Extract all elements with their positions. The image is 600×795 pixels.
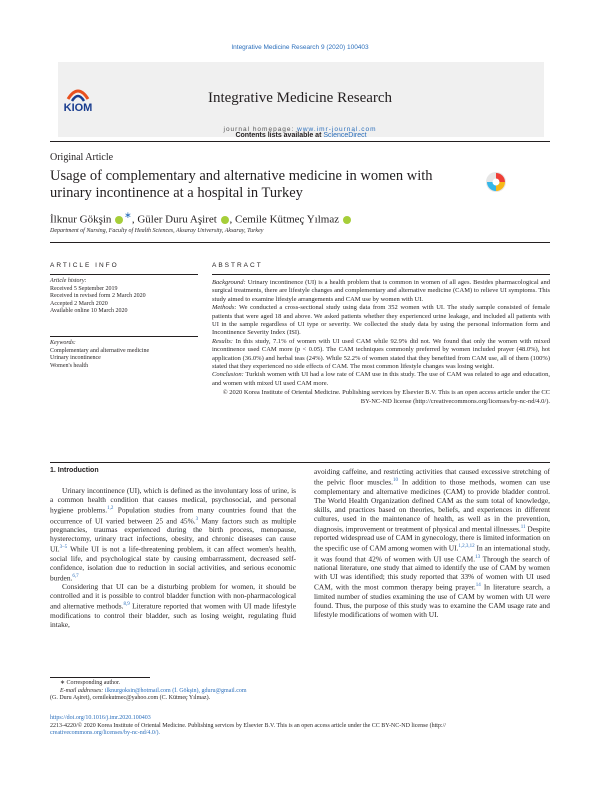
abstract-methods	[212, 304, 550, 338]
abstract-conclusion	[212, 371, 550, 388]
keywords-heading: Keywords:	[50, 340, 76, 346]
history-heading: Article history:	[50, 278, 87, 284]
intro-paragraph	[314, 467, 550, 619]
paragraph-text: Literature reported that women with UI made lifestyle modifications to control their bladder, such as losing weight, regulating fluid intake,	[50, 601, 296, 629]
footnotes	[50, 680, 550, 703]
author-name: İlknur Gökşin	[50, 213, 112, 226]
paragraph-text: Urinary incontinence (UI), which is defined as the involuntary loss of urine, is a common health condition that causes medical, psychosocial, and personal hygiene problems.	[50, 486, 296, 515]
paragraph-text: avoiding caffeine, and restricting activities that caused excessive stretching of the pelvic floor muscles.	[314, 467, 550, 487]
article-info-rule	[50, 274, 198, 275]
keyword: Complementary and alternative medicine	[50, 347, 150, 354]
abstract-copyright: © 2020 Korea Institute of Oriental Medicine. Publishing services by Elsevier B.V. This is an open access article under the CC BY-NC-ND license (http://creativecommons.org/licenses/by-nc-nd/4.0/).	[222, 389, 550, 405]
conclusion-label: Conclusion:	[212, 371, 244, 379]
email-note	[50, 688, 550, 696]
citation-link[interactable]: 3–5	[59, 545, 68, 551]
keyword: Urinary incontinence	[50, 355, 101, 361]
email-links[interactable]: ilknurgoksin@hotmail.com (İ. Gökşin), gduru@gmail.com	[104, 687, 247, 694]
paragraph-text: Population studies from many countries found that the occurrence of UI varied between 25 and 45%.	[50, 505, 296, 526]
citation-link[interactable]: 13	[475, 554, 481, 560]
abstract-background	[212, 279, 550, 304]
license-link[interactable]: creativecommons.org/licenses/by-nc-nd/4.0/).	[50, 730, 161, 736]
article-title: Usage of complementary and alternative medicine in women with urinary incontinence at a hospital in Turkey	[50, 168, 433, 201]
kiom-logo-text: KIOM	[63, 102, 93, 114]
orcid-icon[interactable]	[221, 216, 229, 224]
crossmark-icon	[482, 170, 510, 204]
footnote-rule	[50, 677, 150, 678]
author-name: Güler Duru Aşiret	[137, 213, 217, 226]
paragraph-text: Despite reported widespread use of CAM in gynecology, there is limited information on the specific use of CAM among women with UI.	[314, 524, 550, 553]
history-item: Accepted 2 March 2020	[50, 300, 108, 307]
background-text: Urinary incontinence (UI) is a health problem that is common in women of all ages. Besides pharmacological and surgical treatments, there are lifestyle changes and complementary and alternative medicine (CAM) to relieve UI symptoms. This study aimed to examine lifestyle arrangements and CAM use by women with UI.	[212, 279, 550, 303]
paragraph-text: Through the search of national literature, one study that aimed to identify the use of CAM by women with UI was identified; this study reported that 33% of women with UI used CAM, with the most common therapy being prayer.	[314, 554, 550, 592]
keyword: Women's health	[50, 362, 89, 369]
intro-paragraph	[50, 582, 296, 629]
intro-column-right	[314, 467, 550, 619]
issn-line: 2213-4220/© 2020 Korea Institute of Oriental Medicine. Publishing services by Elsevier B.V. This is an open access article under the CC BY-NC-ND license (http://	[50, 722, 446, 729]
methods-text: We conducted a cross-sectional study using data from 352 women with UI. The study sample consisted of female patients that were aged 18 and above. We asked patients whether they experienced urine leakage, and included all patients with UI in the sample regardless of UI type or severity. We collected the study data by using the personal information form and Incontinence Severity Index (ISI).	[212, 304, 550, 337]
orcid-icon[interactable]	[343, 216, 351, 224]
intro-paragraph	[50, 486, 296, 582]
contents-prefix: Contents lists available at	[235, 132, 322, 139]
paragraph-text: Many factors such as multiple pregnancies, traumas experienced during the birth process, menopause, hysterectomy, urinary tract infections, obesity, and chronic diseases can cause UI.	[50, 516, 297, 554]
article-info-heading: ARTICLE INFO	[50, 262, 119, 269]
citation-link[interactable]: 11	[520, 524, 526, 530]
history-item: Received 5 September 2019	[50, 285, 118, 292]
citation-link[interactable]: 14	[475, 583, 481, 589]
doi-block	[50, 715, 550, 738]
sciencedirect-link[interactable]: ScienceDirect	[323, 132, 367, 139]
abstract-heading: ABSTRACT	[212, 262, 263, 269]
background-label: Background:	[212, 279, 246, 286]
history-item: Received in revised form 2 March 2020	[50, 293, 146, 299]
paragraph-text: In literature search, a limited number of studies examining the use of CAM by women with UI were found. Thus, the purpose of this study was to examine the CAM usage rate and lifestyle modifications of women with UI.	[314, 582, 550, 620]
email-label: E-mail addresses:	[60, 687, 104, 694]
homepage-link[interactable]: www.imr-journal.com	[297, 126, 377, 133]
history-item: Available online 10 March 2020	[50, 308, 128, 314]
homepage-label: journal homepage:	[223, 126, 295, 133]
abstract-body	[212, 279, 550, 406]
doi-link[interactable]: https://doi.org/10.1016/j.imr.2020.100403	[50, 715, 151, 721]
keywords	[50, 340, 198, 370]
article-history	[50, 278, 198, 316]
paragraph-text: In addition to those methods, women can use complementary and alternative medicines (CAM) to provide bladder control. The World Health Organization defined CAM as the sum total of knowledge, skills, and practices based on theories, beliefs, and experiences in different cultures, used in the maintenance of health, as well as in the prevention, diagnosis, improvement or treatment of physical and mental illnesses.	[314, 477, 551, 534]
methods-label: Methods:	[212, 304, 237, 312]
author-list: İlknur Gökşin ∗, Güler Duru Aşiret , Cemile Kütmeç Yılmaz	[50, 210, 352, 226]
paragraph-text: Considering that UI can be a disturbing problem for women, it should be controlled and it is possible to control bladder function with non-pharmacological and alternative methods.	[50, 582, 296, 611]
abstract-bottom-rule	[50, 462, 550, 463]
keywords-rule	[50, 336, 198, 337]
abstract-rule	[212, 274, 550, 275]
journal-homepage	[0, 126, 600, 133]
running-head[interactable]: Integrative Medicine Research 9 (2020) 100403	[231, 44, 369, 51]
email-note-cont[interactable]: (G. Duru Aşiret), cemilekutmec@yahoo.com (C. Kütmeç Yılmaz).	[50, 695, 211, 701]
contents-line	[58, 132, 544, 139]
conclusion-text: Turkish women with UI had a low rate of CAM use in this study. The use of CAM was related to age and education, and women with mixed UI used CAM more.	[212, 371, 550, 387]
citation-link[interactable]: 3	[195, 516, 199, 522]
author-name: Cemile Kütmeç Yılmaz	[235, 213, 340, 226]
citation-link[interactable]: 6,7	[72, 573, 79, 579]
citation-link[interactable]: 8,9	[123, 602, 130, 608]
intro-heading: 1. Introduction	[50, 467, 99, 474]
corresponding-note: ∗ Corresponding author.	[60, 680, 121, 686]
article-type: Original Article	[50, 152, 114, 163]
header-rule	[50, 141, 550, 142]
orcid-icon[interactable]	[115, 216, 123, 224]
citation-link[interactable]: 10	[392, 478, 398, 484]
abstract-results	[212, 338, 550, 372]
paragraph-text: While UI is not a life-threatening problem, it can affect women's health, social life, and psychological state by causing embarrassment, decreased self-confidence, isolation due to reduction in social activities, and serious economic burden.	[50, 544, 296, 583]
paragraph-text: In an international study, it was found that 42% of women with UI use CAM.	[314, 543, 550, 564]
affiliation-rule	[50, 242, 550, 243]
citation-link[interactable]: 1,2,3,12	[458, 544, 475, 550]
citation-link[interactable]: 1,2	[107, 506, 114, 512]
corresponding-mark[interactable]: ∗	[124, 210, 132, 220]
results-text: In this study, 7.1% of women with UI used CAM while 92.9% did not. We found that only the women with mixed incontinence used CAM more (p < 0.05). The CAM techniques commonly preferred by women included prayer (48.0%), hot application (36.0%) and herbal teas (24%). While 52.2% of women stated that they benefited from CAM use, all of them (100%) stated that they experienced no side effects of CAM. The most common lifestyle changes was losing weight.	[212, 337, 550, 371]
intro-column-left	[50, 486, 296, 629]
affiliation: Department of Nursing, Faculty of Health Sciences, Aksaray University, Aksaray, Turkey	[50, 228, 264, 234]
check-for-updates-badge[interactable]	[482, 170, 510, 204]
results-label: Results:	[212, 337, 233, 345]
journal-title: Integrative Medicine Research	[207, 90, 393, 106]
